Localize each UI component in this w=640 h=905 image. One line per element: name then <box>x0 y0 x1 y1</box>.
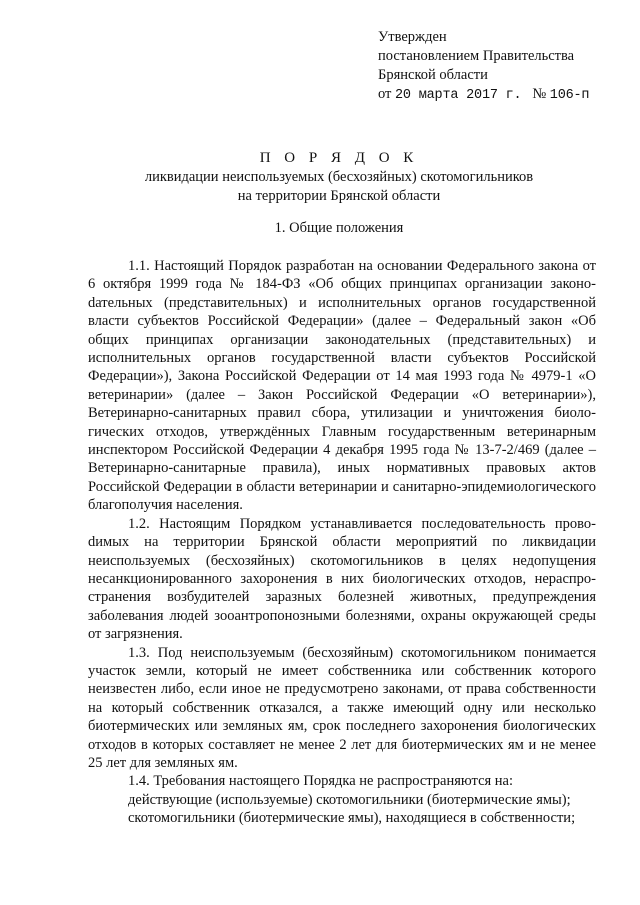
paragraph-1-4: 1.4. Требования настоящего Порядка не распространяются на: <box>128 773 514 790</box>
paragraph-1-3: 1.3. Под неиспользуемым (бесхозяйным) скотомогильником понимается участок земли, который не имеет собственника или собственник которого неизвестен либо, если иное не предусмотрено законами, от права собственности на который собственник отказался, а также имеющий одну или несколько биотермических или земляных ям, срок последнего захоронения биологических отходов в которых составляет не менее 2 лет для биотермических ям и не менее 25 лет для земляных ям. <box>88 644 596 771</box>
approval-line-approved: Утвержден <box>378 29 447 45</box>
paragraph-1-2: 1.2. Настоящим Порядком устанавливается последовательность провоdимых на территории Брянской области мероприятий по ликвидации неиспользуемых (бесхозяйных) скотомогильников в целях недопущения несанкционированного захоронения в них биологических отходов, нераспространения возбудителей заразных болезней животных, предупреждения заболевания людей зооантропонозными болезнями, охраны окружающей среды от загрязнения. <box>88 515 596 643</box>
document-title-block <box>0 148 640 206</box>
document-subtitle-line-1: ликвидации неиспользуемых (бесхозяйных) скотомогильников <box>144 169 534 185</box>
document-subtitle-line-2: на территории Брянской области <box>237 188 441 204</box>
approval-line-region: Брянской области <box>378 67 488 83</box>
approval-date: 20 марта 2017 г. <box>395 88 522 103</box>
document-title: П О Р Я Д О К <box>259 150 419 166</box>
approval-number: 106-п <box>549 88 590 103</box>
approval-line-resolution: постановлением Правительства <box>378 48 575 64</box>
approval-date-prefix: от <box>378 86 396 102</box>
document-body <box>88 257 596 828</box>
approval-line-date-number <box>378 85 628 105</box>
paragraph-1-1: 1.1. Настоящий Порядок разработан на основании Федерального закона от 6 октября 1999 года № 184-ФЗ «Об общих принципах организации законоdательных (представительных) и исполнительных органов государственной власти субъектов Российской Федерации» (далее – Федеральный закон «Об общих принципах организации законодательных (представительных) и исполнительных органов государственной власти субъектов Российской Федерации»), Закона Российской Федерации от 14 мая 1993 года № 4979-1 «О ветеринарии» (далее – Закон Российской Федерации «О ветеринарии»), Ветеринарно-санитарных правил сбора, утилизации и уничтожения биологических отходов, утверждённых Главным государственным ветеринарным инспектором Российской Федерации 4 декабря 1995 года № 13-7-2/469 (далее – Ветеринарно-санитарные правила), иных нормативных правовых актов Российской Федерации в области ветеринарии и санитарно-эпидемиологического благополучия населения. <box>88 258 596 514</box>
paragraph-list-item-2: скотомогильники (биотермические ямы), находящиеся в собственности; <box>128 810 576 827</box>
section-heading: 1. Общие положения <box>274 220 404 236</box>
paragraph-list-item-1: действующие (используемые) скотомогильники (биотермические ямы); <box>128 791 571 808</box>
approval-stamp <box>378 28 628 105</box>
approval-number-label: № <box>532 86 550 102</box>
